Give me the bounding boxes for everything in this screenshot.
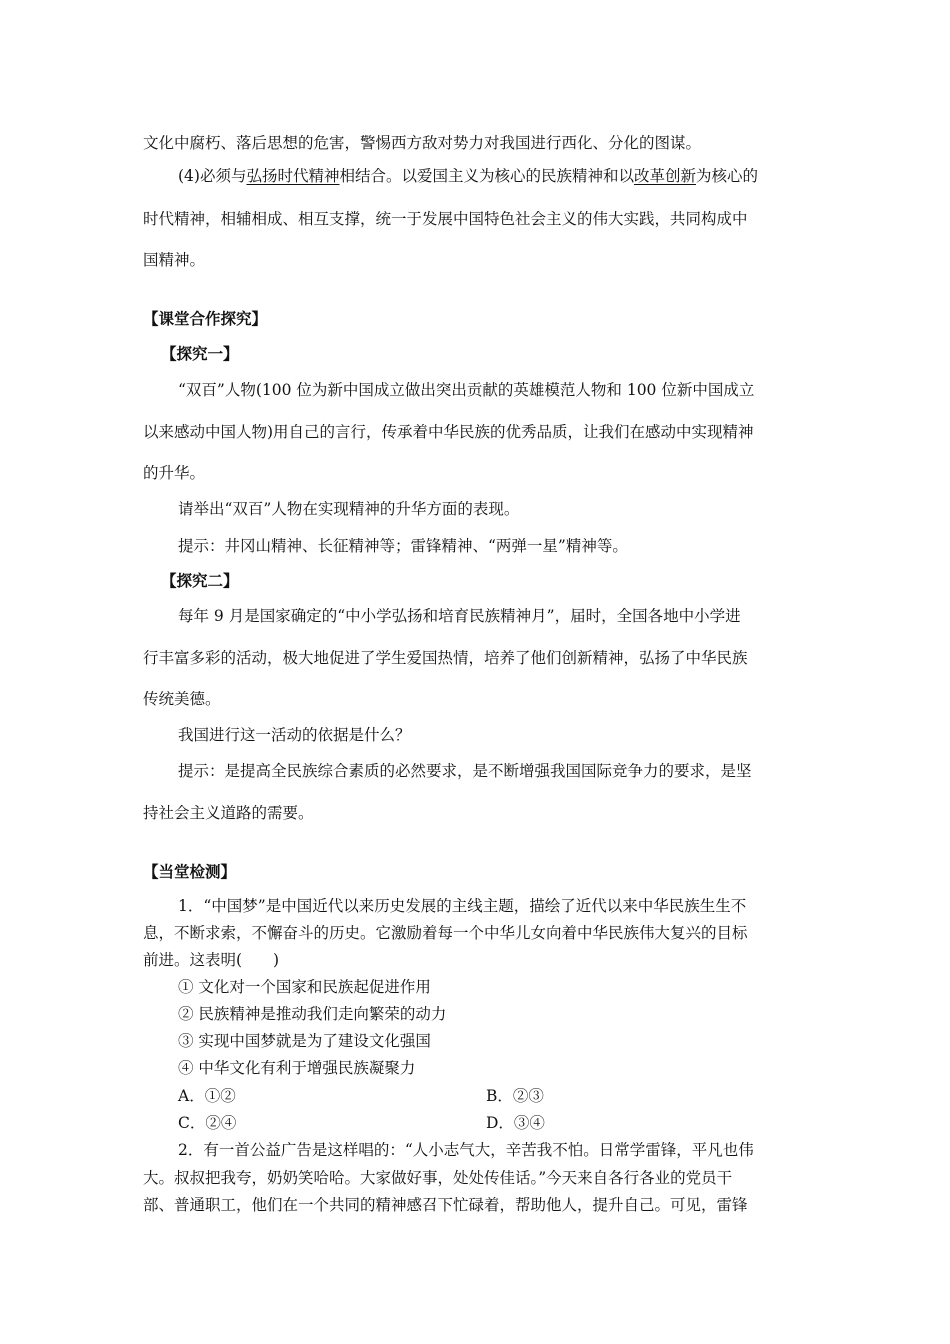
- explore-1-line-1: “双百”人物(100 位为新中国成立做出突出贡献的英雄模范人物和 100 位新中国成立: [178, 381, 755, 399]
- question-1-line-3: 前进。这表明( ): [143, 951, 280, 969]
- question-1-statement-3: ③ 实现中国梦就是为了建设文化强国: [178, 1032, 431, 1050]
- question-1-statement-2: ② 民族精神是推动我们走向繁荣的动力: [178, 1005, 447, 1023]
- explore-2-line-2: 行丰富多彩的活动，极大地促进了学生爱国热情，培养了他们创新精神，弘扬了中华民族: [143, 649, 748, 667]
- question-1-statement-4: ④ 中华文化有利于增强民族凝聚力: [178, 1059, 416, 1077]
- underlined-term-era-spirit: 弘扬时代精神: [246, 167, 340, 185]
- underlined-term-reform-innovation: 改革创新: [634, 167, 697, 185]
- explore-1-line-3: 的升华。: [143, 464, 206, 482]
- explore-1-hint: 提示：井冈山精神、长征精神等；雷锋精神、“两弹一星”精神等。: [178, 537, 628, 555]
- intro-point-4-line-1: [178, 164, 758, 186]
- explore-1-line-2: 以来感动中国人物)用自己的言行，传承着中华民族的优秀品质，让我们在感动中实现精神: [143, 423, 754, 441]
- question-2-line-1: 2．有一首公益广告是这样唱的：“人小志气大，辛苦我不怕。日常学雷锋，平凡也伟: [178, 1141, 754, 1159]
- intro-line-1: 文化中腐朽、落后思想的危害，警惕西方敌对势力对我国进行西化、分化的图谋。: [143, 134, 702, 152]
- question-1-choice-c: C．②④: [178, 1114, 237, 1132]
- section-title-in-class-test: 【当堂检测】: [143, 863, 237, 881]
- question-2-line-2: 大。叔叔把我夸，奶奶笑哈哈。大家做好事，处处传佳话。”今天来自各行各业的党员干: [143, 1169, 733, 1187]
- question-1-line-1: 1．“中国梦”是中国近代以来历史发展的主线主题，描绘了近代以来中华民族生生不: [178, 897, 747, 915]
- question-1-choice-a: A．①②: [178, 1087, 236, 1105]
- question-1-choice-d: D．③④: [486, 1114, 545, 1132]
- explore-2-title: 【探究二】: [161, 572, 239, 590]
- point-4-middle: 相结合。以爱国主义为核心的民族精神和以: [339, 167, 634, 185]
- question-1-line-2: 息，不断求索，不懈奋斗的历史。它激励着每一个中华儿女向着中华民族伟大复兴的目标: [143, 924, 748, 942]
- explore-2-line-3: 传统美德。: [143, 690, 221, 708]
- question-2-line-3: 部、普通职工，他们在一个共同的精神感召下忙碌着，帮助他人，提升自己。可见，雷锋: [143, 1196, 748, 1214]
- explore-2-hint-line-2: 持社会主义道路的需要。: [143, 804, 314, 822]
- intro-point-4-line-2: 时代精神，相辅相成、相互支撑，统一于发展中国特色社会主义的伟大实践，共同构成中: [143, 210, 748, 228]
- question-1-choice-b: B．②③: [486, 1087, 544, 1105]
- explore-2-line-1: 每年 9 月是国家确定的“中小学弘扬和培育民族精神月”，届时，全国各地中小学进: [178, 607, 741, 625]
- intro-point-4-line-3: 国精神。: [143, 251, 206, 269]
- explore-2-hint-line-1: 提示：是提高全民族综合素质的必然要求，是不断增强我国国际竞争力的要求，是坚: [178, 762, 752, 780]
- point-4-prefix: (4)必须与: [178, 167, 247, 185]
- section-title-class-cooperation: 【课堂合作探究】: [143, 310, 268, 328]
- point-4-suffix: 为核心的: [696, 167, 759, 185]
- explore-1-title: 【探究一】: [161, 345, 239, 363]
- question-1-statement-1: ① 文化对一个国家和民族起促进作用: [178, 978, 431, 996]
- explore-1-question: 请举出“双百”人物在实现精神的升华方面的表现。: [178, 500, 520, 518]
- explore-2-question: 我国进行这一活动的依据是什么？: [178, 726, 411, 744]
